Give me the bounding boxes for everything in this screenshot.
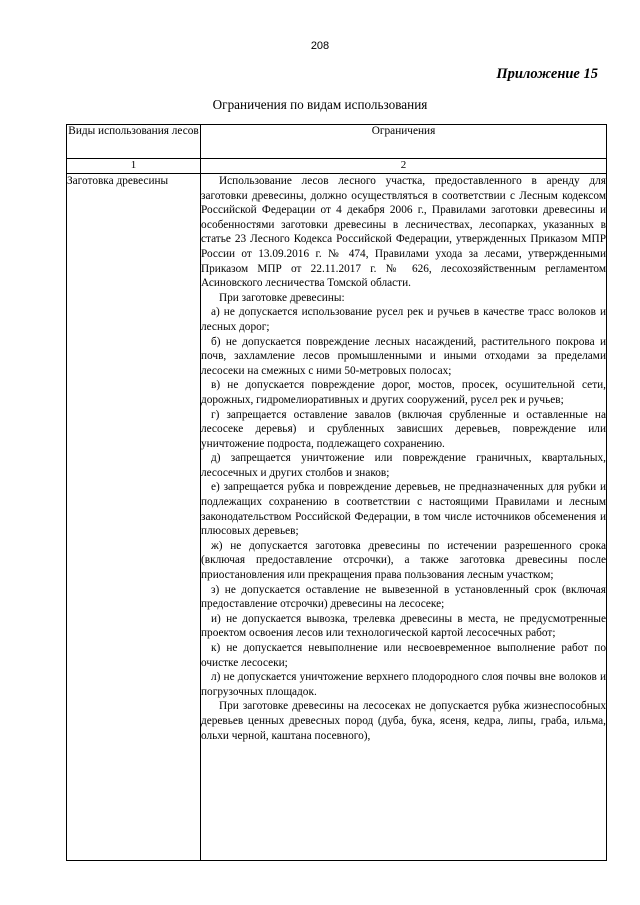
- page-number: 208: [310, 40, 330, 52]
- appendix-label: Приложение 15: [496, 66, 598, 82]
- table-row: [67, 174, 607, 861]
- intro-paragraph: Использование лесов лесного участка, предоставленного в аренду для заготовки древесины, должно осуществляться в соответствии с Лесным кодексом Российской Федерации от 4 декабря 2006 г., Правилами заготовки древесины и особенностями заготовки древесины в лесничествах, лесопарках, указанных в статье 23 Лесного Кодекса Российской Федерации, утвержденных Приказом МПР России от 13.09.2016 г. № 474, Правилами ухода за лесами, утвержденными Приказом МПР от 22.11.2017 г. № 626, лесохозяйственным регламентом Асиновского лесничества Томской области.: [201, 175, 606, 290]
- column-number-1: 1: [67, 159, 201, 174]
- header-usage-types: Виды использования лесов: [67, 125, 201, 159]
- restriction-item-d: д) запрещается уничтожение или повреждение граничных, квартальных, лесосечных и других столбов и знаков;: [201, 452, 606, 479]
- usage-type-cell: Заготовка древесины: [67, 174, 201, 861]
- column-number-2: 2: [201, 159, 607, 174]
- restriction-item-k: к) не допускается невыполнение или несвоевременное выполнение работ по очистке лесосеки;: [201, 642, 606, 669]
- restriction-item-a: а) не допускается использование русел рек и ручьев в качестве трасс волоков и лесных дорог;: [201, 306, 606, 333]
- restriction-item-z: з) не допускается оставление не вывезенной в установленный срок (включая предоставление отсрочки) древесины на лесосеке;: [201, 583, 606, 611]
- column-number-row: [67, 159, 607, 174]
- restriction-item-zh: ж) не допускается заготовка древесины по истечении разрешенного срока (включая предоставление отсрочки), а также заготовка древесины после приостановления или прекращения права пользования лесным участком;: [201, 539, 606, 582]
- restriction-item-e: е) запрещается рубка и повреждение деревьев, не предназначенных для рубки и подлежащих сохранению в соответствии с настоящими Правилами и лесным законодательством Российской Федерации, в том числе источников обсеменения и плюсовых деревьев;: [201, 481, 606, 538]
- restrictions-table: [66, 124, 607, 861]
- document-title: Ограничения по видам использования: [212, 97, 428, 112]
- restriction-item-i: и) не допускается вывозка, трелевка древесины в места, не предусмотренные проектом освоения лесов или технологической картой лесосечных работ;: [201, 612, 606, 640]
- header-restrictions: Ограничения: [201, 125, 607, 159]
- restrictions-cell: [201, 174, 607, 861]
- table-header-row: [67, 125, 607, 159]
- closing-paragraph: При заготовке древесины на лесосеках не допускается рубка жизнеспособных деревьев ценных древесных пород (дуба, бука, ясеня, кедра, липы, граба, ильма, ольхи черной, каштана посевного),: [201, 700, 606, 742]
- list-heading: При заготовке древесины:: [219, 291, 345, 304]
- restriction-item-v: в) не допускается повреждение дорог, мостов, просек, осушительной сети, дорожных, гидромелиоративных и других сооружений, русел рек и ручьев;: [201, 379, 606, 406]
- restriction-item-g: г) запрещается оставление завалов (включая срубленные и оставленные на лесосеке деревья) и срубленных зависших деревьев, повреждение или уничтожение подроста, подлежащего сохранению.: [201, 408, 606, 450]
- restriction-item-b: б) не допускается повреждение лесных насаждений, растительного покрова и почв, захламление лесов промышленными и иными отходами за пределами лесосеки на смежных с ними 50-метровых полосах;: [201, 335, 606, 377]
- restriction-item-l: л) не допускается уничтожение верхнего плодородного слоя почвы вне волоков и погрузочных площадок.: [201, 671, 606, 698]
